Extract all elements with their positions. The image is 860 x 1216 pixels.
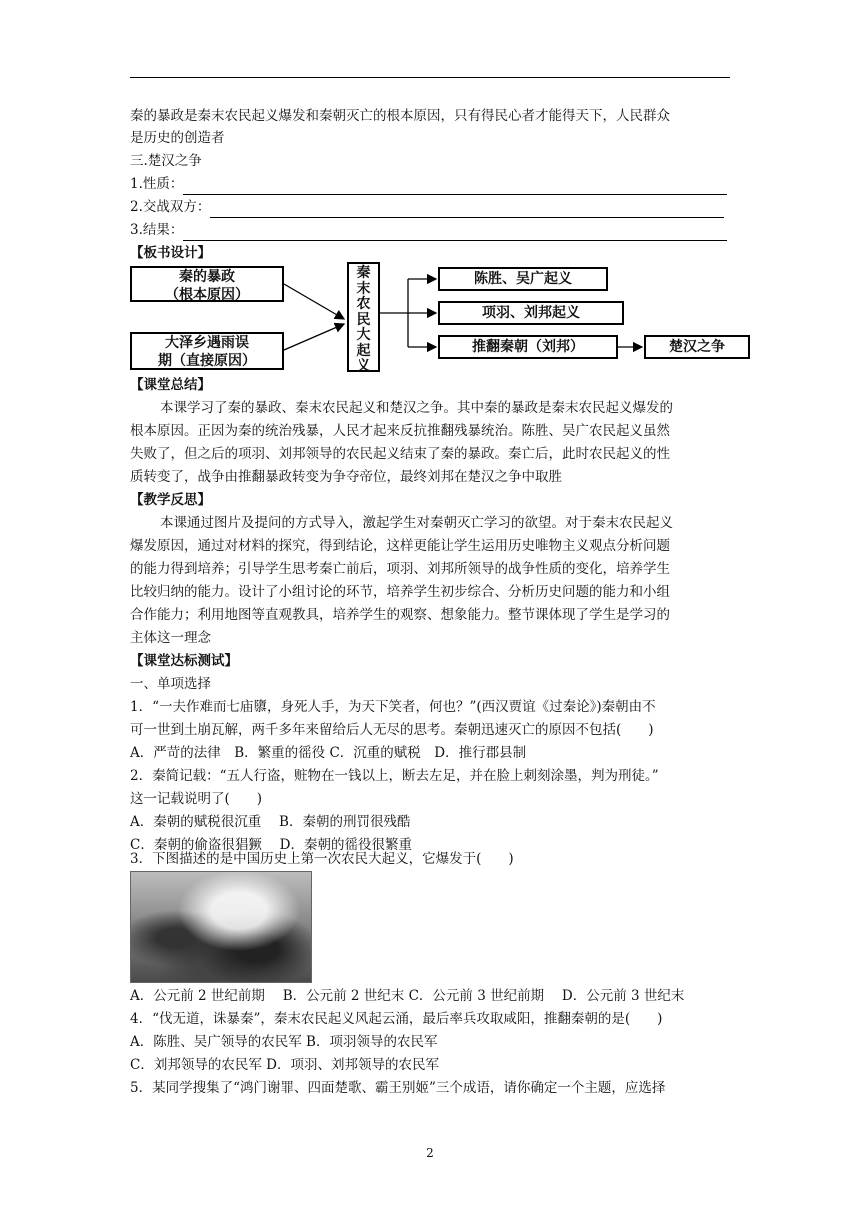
cause-box-root: 秦的暴政 （根本原因）	[130, 266, 284, 302]
summary-line: 根本原因。正因为秦的统治残暴，人民才起来反抗推翻残暴统治。陈胜、吴广农民起义虽然	[130, 423, 670, 439]
question-3-options: A．公元前 2 世纪前期 B．公元前 2 世纪末 C．公元前 3 世纪前期 D．公元前 3 世纪末	[130, 988, 685, 1004]
result-box-xiang-liu: 项羽、刘邦起义	[438, 301, 624, 325]
question-3: 3．下图描述的是中国历史上第一次农民大起义，它爆发于( )	[130, 851, 514, 867]
page-number: 2	[426, 1146, 434, 1160]
question-2-options-ab: A．秦朝的赋税很沉重 B．秦朝的刑罚很残酷	[130, 814, 411, 830]
answer-blank[interactable]	[210, 202, 724, 218]
question-1-cont: 可一世到土崩瓦解，两千多年来留给后人无尽的思考。秦朝迅速灭亡的原因不包括( )	[130, 722, 654, 738]
uprising-illustration	[130, 871, 312, 983]
summary-line: 本课学习了秦的暴政、秦末农民起义和楚汉之争。其中秦的暴政是秦末农民起义爆发的	[160, 400, 673, 416]
center-box-uprising: 秦末农民大起义	[347, 262, 380, 372]
fill-in-label: 2.交战双方：	[130, 199, 211, 215]
answer-blank[interactable]	[183, 225, 727, 241]
question-1-options: A．严苛的法律 B．繁重的徭役 C．沉重的赋税 D．推行郡县制	[130, 745, 527, 761]
question-2: 2．秦简记载：“五人行盗，赃物在一钱以上，断去左足，并在脸上刺刻涂墨，判为刑徒。”	[130, 768, 659, 784]
reflection-line: 比较归纳的能力。设计了小组讨论的环节，培养学生初步综合、分析历史问题的能力和小组	[130, 584, 670, 600]
reflection-line: 本课通过图片及提问的方式导入，激起学生对秦朝灭亡学习的欲望。对于秦末农民起义	[160, 515, 673, 531]
summary-line: 质转变了，战争由推翻暴政转变为争夺帝位，最终刘邦在楚汉之争中取胜	[130, 469, 562, 485]
question-2-options-cd: C．秦朝的偷盗很猖獗 D．秦朝的徭役很繁重	[130, 837, 412, 853]
question-4-options-ab: A．陈胜、吴广领导的农民军 B．项羽领导的农民军	[130, 1034, 438, 1050]
board-heading: 【板书设计】	[130, 245, 211, 261]
question-2-cont: 这一记载说明了( )	[130, 791, 263, 807]
reflection-line: 合作能力；利用地图等直观教具，培养学生的观察、想象能力。整节课体现了学生是学习的	[130, 607, 670, 623]
test-subheading: 一、单项选择	[130, 676, 211, 692]
summary-heading: 【课堂总结】	[130, 377, 211, 393]
summary-line: 失败了，但之后的项羽、刘邦领导的农民起义结束了秦的暴政。秦亡后，此时农民起义的性	[130, 446, 670, 462]
result-box-chen-wu: 陈胜、吴广起义	[438, 267, 608, 291]
fill-in-label: 3.结果：	[130, 222, 184, 238]
fill-in-item	[130, 219, 730, 241]
cause-box-direct: 大泽乡遇雨误 期（直接原因）	[130, 332, 284, 370]
intro-line-2: 是历史的创造者	[130, 130, 225, 146]
reflection-heading: 【教学反思】	[130, 492, 211, 508]
question-1: 1．“一夫作难而七庙隳，身死人手，为天下笑者，何也？”(西汉贾谊《过秦论》)秦朝由不	[130, 699, 656, 715]
intro-line-1: 秦的暴政是秦末农民起义爆发和秦朝灭亡的根本原因，只有得民心者才能得天下，人民群众	[130, 108, 670, 124]
header-rule	[130, 77, 730, 78]
question-5: 5．某同学搜集了“鸿门谢罪、四面楚歌、霸王别姬”三个成语，请你确定一个主题，应选择	[130, 1080, 666, 1096]
board-diagram	[128, 262, 758, 374]
result-box-overthrow-qin: 推翻秦朝（刘邦）	[438, 335, 618, 359]
result-box-chu-han: 楚汉之争	[644, 335, 750, 359]
question-4: 4．“伐无道，诛暴秦”，秦末农民起义风起云涌，最后率兵攻取咸阳，推翻秦朝的是( )	[130, 1011, 663, 1027]
reflection-line: 爆发原因，通过对材料的探究，得到结论，这样更能让学生运用历史唯物主义观点分析问题	[130, 538, 670, 554]
fill-in-label: 1.性质：	[130, 176, 184, 192]
reflection-line: 的能力得到培养；引导学生思考秦亡前后，项羽、刘邦所领导的战争性质的变化，培养学生	[130, 561, 670, 577]
reflection-line: 主体这一理念	[130, 630, 211, 646]
fill-in-item	[130, 196, 730, 218]
section-heading: 三.楚汉之争	[130, 153, 202, 169]
question-4-options-cd: C．刘邦领导的农民军 D．项羽、刘邦领导的农民军	[130, 1057, 439, 1073]
answer-blank[interactable]	[183, 179, 727, 195]
test-heading: 【课堂达标测试】	[130, 653, 238, 669]
fill-in-item	[130, 173, 730, 195]
